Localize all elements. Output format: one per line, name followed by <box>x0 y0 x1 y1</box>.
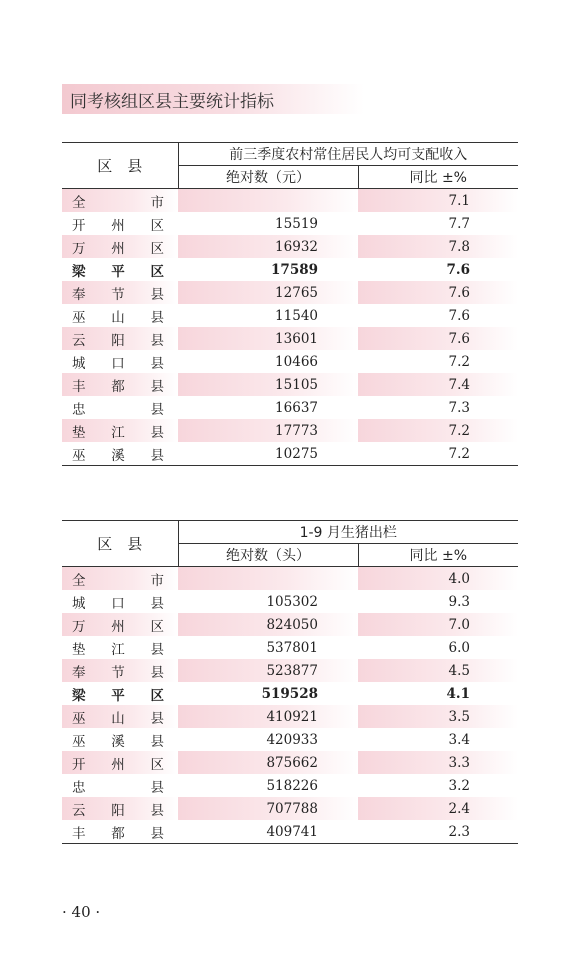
area-name-cell <box>62 189 178 213</box>
yoy-value: 7.1 <box>358 189 518 213</box>
yoy-header: 同比 ±% <box>358 166 518 189</box>
yoy-value: 4.0 <box>358 567 518 591</box>
area-name-char: 江 <box>111 641 125 658</box>
absolute-value: 17589 <box>271 261 318 278</box>
area-name-cell <box>62 567 178 591</box>
area-name-char: 节 <box>111 286 125 303</box>
table-row <box>62 659 518 682</box>
table-row <box>62 419 518 442</box>
area-name-char: 溪 <box>111 733 125 750</box>
area-name-char: 梁 <box>72 687 86 704</box>
area-name-char: 县 <box>150 664 164 681</box>
table-row <box>62 350 518 373</box>
absolute-value <box>178 189 358 213</box>
yoy-value: 7.2 <box>448 353 470 370</box>
hog-table <box>62 520 518 844</box>
area-name-char: 县 <box>150 710 164 727</box>
yoy-value: 7.6 <box>448 307 470 324</box>
absolute-value <box>178 567 358 591</box>
yoy-value: 7.3 <box>448 399 470 416</box>
area-name-cell <box>62 419 178 442</box>
area-name-cell <box>62 212 178 235</box>
area-name-char: 城 <box>72 595 86 612</box>
yoy-value: 7.0 <box>358 613 518 636</box>
absolute-value: 10466 <box>275 353 318 370</box>
area-name-char: 口 <box>111 595 125 612</box>
area-name-char: 梁 <box>72 263 86 280</box>
area-name <box>72 375 164 395</box>
area-name <box>72 615 164 635</box>
absolute-value: 15105 <box>178 373 358 396</box>
group-header: 1-9 月生猪出栏 <box>178 521 518 544</box>
area-name-cell <box>62 797 178 820</box>
area-name-char: 阳 <box>111 332 125 349</box>
absolute-value: 16932 <box>178 235 358 258</box>
area-name-char: 区 <box>150 687 164 704</box>
table-row <box>62 774 518 797</box>
area-name-char: 垫 <box>72 641 86 658</box>
absolute-value: 519528 <box>261 685 318 702</box>
area-name-char: 区 <box>150 217 164 234</box>
area-name-char: 溪 <box>111 447 125 464</box>
area-name-char: 县 <box>150 733 164 750</box>
table-row <box>62 212 518 235</box>
area-name <box>72 799 164 819</box>
area-name-char: 江 <box>111 424 125 441</box>
area-name-char: 平 <box>111 687 125 704</box>
yoy-value: 6.0 <box>448 639 471 656</box>
area-name-cell <box>62 235 178 258</box>
area-name-char: 奉 <box>72 286 86 303</box>
table-row <box>62 682 518 705</box>
area-name-char: 县 <box>150 825 164 842</box>
yoy-value: 4.1 <box>446 685 471 702</box>
area-name-cell <box>62 636 178 659</box>
area-name-char: 县 <box>150 779 164 796</box>
table-row <box>62 636 518 659</box>
area-name-char: 州 <box>111 618 125 635</box>
area-name-cell <box>62 442 178 466</box>
absolute-value: 410921 <box>178 705 358 728</box>
area-header: 区 县 <box>62 143 178 189</box>
yoy-value: 7.6 <box>358 327 518 350</box>
area-name-char: 市 <box>150 572 164 589</box>
area-name <box>72 592 164 612</box>
area-name-cell <box>62 705 178 728</box>
area-name <box>72 237 164 257</box>
area-name-char: 阳 <box>111 802 125 819</box>
yoy-value: 7.7 <box>448 215 470 232</box>
yoy-value: 4.5 <box>358 659 518 682</box>
area-name-char: 丰 <box>72 825 86 842</box>
absolute-value: 875662 <box>178 751 358 774</box>
section-title: 同考核组区县主要统计指标 <box>70 91 274 112</box>
abs-header: 绝对数（头） <box>178 544 358 567</box>
area-name-char: 巫 <box>72 309 86 326</box>
absolute-value: 12765 <box>178 281 358 304</box>
area-name-char: 巫 <box>72 447 86 464</box>
yoy-value: 3.4 <box>448 731 471 748</box>
area-name-char: 州 <box>111 756 125 773</box>
table-row <box>62 567 518 591</box>
section-title-bar <box>62 84 364 114</box>
area-name <box>72 398 164 418</box>
area-name-char: 县 <box>150 286 164 303</box>
area-name-cell <box>62 373 178 396</box>
area-name <box>72 684 164 704</box>
area-name-cell <box>62 590 178 613</box>
table-row <box>62 327 518 350</box>
area-name-char: 都 <box>111 825 125 842</box>
area-name-char: 奉 <box>72 664 86 681</box>
area-name-char: 节 <box>111 664 125 681</box>
area-name-char: 县 <box>150 802 164 819</box>
area-name-char: 县 <box>150 641 164 658</box>
area-name <box>72 306 164 326</box>
area-name-char: 开 <box>72 217 86 234</box>
area-name <box>72 569 164 589</box>
income-table <box>62 142 518 466</box>
yoy-value: 3.5 <box>358 705 518 728</box>
absolute-value: 16637 <box>275 399 318 416</box>
absolute-value: 420933 <box>266 731 318 748</box>
absolute-value: 824050 <box>178 613 358 636</box>
absolute-value: 13601 <box>178 327 358 350</box>
area-name-cell <box>62 774 178 797</box>
yoy-value: 7.2 <box>358 442 518 466</box>
area-name-char: 县 <box>150 355 164 372</box>
table-row <box>62 613 518 636</box>
area-name <box>72 661 164 681</box>
absolute-value: 11540 <box>275 307 318 324</box>
yoy-value: 7.6 <box>358 281 518 304</box>
area-name-char: 县 <box>150 401 164 418</box>
area-name <box>72 214 164 234</box>
yoy-value: 3.3 <box>358 751 518 774</box>
area-name-char: 县 <box>150 309 164 326</box>
absolute-value: 105302 <box>266 593 318 610</box>
table-row <box>62 442 518 466</box>
absolute-value: 523877 <box>178 659 358 682</box>
area-name-char: 云 <box>72 332 86 349</box>
area-name <box>72 191 164 211</box>
area-name-char: 忠 <box>72 401 86 418</box>
area-name-char: 区 <box>150 240 164 257</box>
area-name-char: 云 <box>72 802 86 819</box>
abs-header: 绝对数（元） <box>178 166 358 189</box>
area-name <box>72 822 164 842</box>
area-header: 区 县 <box>62 521 178 567</box>
area-name <box>72 352 164 372</box>
table-row <box>62 751 518 774</box>
area-name-cell <box>62 613 178 636</box>
table-row <box>62 728 518 751</box>
area-name-char: 山 <box>111 309 125 326</box>
area-name-char: 区 <box>150 618 164 635</box>
area-name-char: 开 <box>72 756 86 773</box>
area-name-char: 区 <box>150 756 164 773</box>
absolute-value: 707788 <box>178 797 358 820</box>
table-row <box>62 820 518 844</box>
area-name-char: 市 <box>150 194 164 211</box>
area-name-char: 丰 <box>72 378 86 395</box>
table-row <box>62 258 518 281</box>
yoy-value: 2.3 <box>358 820 518 844</box>
area-name <box>72 730 164 750</box>
absolute-value: 15519 <box>275 215 318 232</box>
area-name-char: 平 <box>111 263 125 280</box>
area-name-cell <box>62 820 178 844</box>
area-name-char: 都 <box>111 378 125 395</box>
absolute-value: 10275 <box>178 442 358 466</box>
area-name-char: 忠 <box>72 779 86 796</box>
area-name-char: 城 <box>72 355 86 372</box>
yoy-value: 7.2 <box>358 419 518 442</box>
hog-table-body <box>62 567 518 844</box>
area-name <box>72 707 164 727</box>
area-name-char: 县 <box>150 447 164 464</box>
area-name-cell <box>62 350 178 373</box>
area-name-char: 巫 <box>72 710 86 727</box>
table-row <box>62 235 518 258</box>
table-row <box>62 189 518 213</box>
area-name <box>72 421 164 441</box>
area-name <box>72 776 164 796</box>
area-name-char: 州 <box>111 217 125 234</box>
yoy-header: 同比 ±% <box>358 544 518 567</box>
area-name-char: 山 <box>111 710 125 727</box>
page-number: · 40 · <box>62 903 101 921</box>
area-name-char: 县 <box>150 595 164 612</box>
income-table-body <box>62 189 518 466</box>
yoy-value: 7.6 <box>446 261 470 278</box>
area-name-char: 万 <box>72 618 86 635</box>
area-name-char: 口 <box>111 355 125 372</box>
group-header: 前三季度农村常住居民人均可支配收入 <box>178 143 518 166</box>
area-name-cell <box>62 396 178 419</box>
absolute-value: 409741 <box>178 820 358 844</box>
area-name <box>72 329 164 349</box>
absolute-value: 17773 <box>178 419 358 442</box>
area-name-char: 县 <box>150 378 164 395</box>
area-name-char: 垫 <box>72 424 86 441</box>
table-row <box>62 590 518 613</box>
area-name-cell <box>62 728 178 751</box>
area-name-char: 全 <box>72 194 86 211</box>
area-name-char: 万 <box>72 240 86 257</box>
area-name-cell <box>62 304 178 327</box>
area-name-cell <box>62 659 178 682</box>
table-row <box>62 373 518 396</box>
area-name-cell <box>62 327 178 350</box>
area-name <box>72 753 164 773</box>
absolute-value: 537801 <box>266 639 318 656</box>
absolute-value: 518226 <box>266 777 318 794</box>
table-row <box>62 304 518 327</box>
area-name-char: 州 <box>111 240 125 257</box>
yoy-value: 2.4 <box>358 797 518 820</box>
area-name-char: 县 <box>150 424 164 441</box>
table-row <box>62 396 518 419</box>
yoy-value: 7.8 <box>358 235 518 258</box>
area-name-cell <box>62 682 178 705</box>
area-name <box>72 638 164 658</box>
area-name-char: 巫 <box>72 733 86 750</box>
area-name-cell <box>62 751 178 774</box>
area-name-char: 区 <box>150 263 164 280</box>
area-name <box>72 444 164 464</box>
area-name-char: 全 <box>72 572 86 589</box>
table-row <box>62 281 518 304</box>
area-name <box>72 260 164 280</box>
area-name <box>72 283 164 303</box>
area-name-char: 县 <box>150 332 164 349</box>
area-name-cell <box>62 281 178 304</box>
yoy-value: 3.2 <box>448 777 471 794</box>
table-row <box>62 705 518 728</box>
area-name-cell <box>62 258 178 281</box>
table-row <box>62 797 518 820</box>
yoy-value: 7.4 <box>358 373 518 396</box>
yoy-value: 9.3 <box>448 593 471 610</box>
